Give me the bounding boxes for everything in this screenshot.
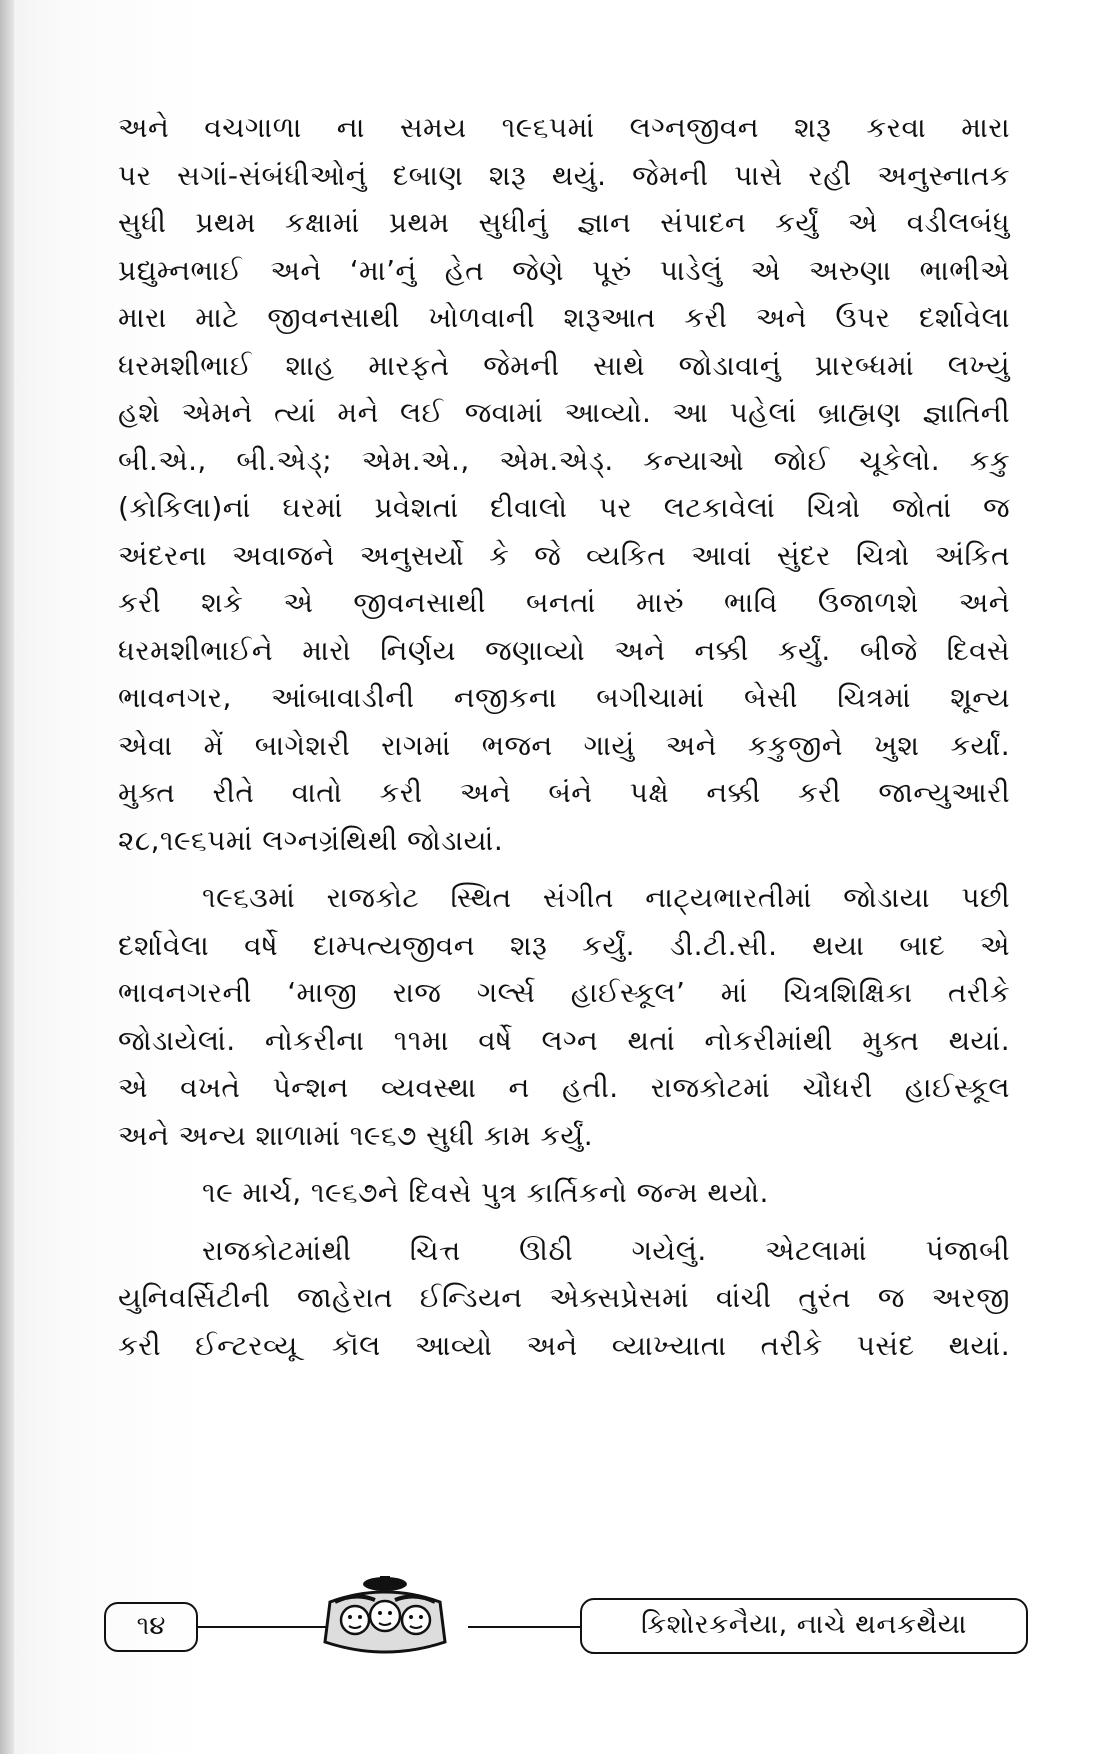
paragraph-2 [118,874,1010,1159]
text-line: (કોકિલા)નાં ઘરમાં પ્રવેશતાં દીવાલો પર લટકાવેલાં ચિત્રો જોતાં જ [118,491,1010,524]
page-number: ૧૪ [104,1602,198,1652]
text-line: મુક્ત રીતે વાતો કરી અને બંને પક્ષે નક્કી કરી જાન્યુઆરી [118,776,1010,809]
text-line: યુનિવર્સિટીની જાહેરાત ઈન્ડિયન એક્સપ્રેસમાં વાંચી તુરંત જ અરજી [118,1281,1010,1314]
page-footer [104,1594,1024,1654]
text-line: દર્શાવેલા વર્ષે દામ્પત્યજીવન શરૂ કર્યું. ડી.ટી.સી. થયા બાદ એ [118,928,1010,962]
text-line: ૧૯૬૩માં રાજકોટ સ્થિત સંગીત નાટ્યભારતીમાં જોડાયા પછી [202,881,1010,914]
text-line: એ વખતે પેન્શન વ્યવસ્થા ન હતી. રાજકોટમાં ચૌધરી હાઈસ્કૂલ [118,1071,1010,1104]
text-line: બી.એ., બી.એડ્; એમ.એ., એમ.એડ્. કન્યાઓ જોઈ ચૂકેલો. કકુ [118,443,1010,477]
paragraph-3 [118,1169,1010,1217]
text-line: રાજકોટમાંથી ચિત્ત ઊઠી ગયેલું. એટલામાં પંજાબી [202,1233,1010,1267]
paragraph-1 [118,104,1010,864]
text-line: મારા માટે જીવનસાથી ખોળવાની શરૂઆત કરી અને ઉપર દર્શાવેલા [118,301,1010,334]
text-line: કરી ઈન્ટરવ્યૂ કૉલ આવ્યો અને વ્યાખ્યાતા તરીકે પસંદ થયાં. [118,1328,1010,1362]
text-line: ૨૮,૧૯૬૫માં લગ્નગ્રંથિથી જોડાયાં. [118,823,504,857]
text-line: અંદરના અવાજને અનુસર્યો કે જે વ્યકિત આવાં સુંદર ચિત્રો અંકિત [118,538,1010,572]
text-line: પર સગાં-સંબંધીઓનું દબાણ શરૂ થયું. જેમની પાસે રહી અનુસ્નાતક [118,158,1010,192]
text-line: ૧૯ માર્ચ, ૧૯૬૭ને દિવસે પુત્ર કાર્તિકનો જન્મ થયો. [202,1176,769,1209]
decorative-faces-emblem-icon [300,1572,470,1662]
text-line: ભાવનગર, આંબાવાડીની નજીકના બગીચામાં બેસી ચિત્રમાં શૂન્ય [118,681,1010,714]
footer-rule-right [468,1626,582,1628]
book-title: કિશોરકનૈયા, નાચે થનકથૈયા [580,1598,1028,1654]
text-line: ધરમશીભાઈને મારો નિર્ણય જણાવ્યો અને નક્કી કર્યું. બીજે દિવસે [118,633,1010,667]
text-line: જોડાયેલાં. નોકરીના ૧૧મા વર્ષે લગ્ન થતાં નોકરીમાંથી મુક્ત થયાં. [118,1023,1010,1057]
text-line: ભાવનગરની ‘માજી રાજ ગર્લ્સ હાઈસ્કૂલ’ માં ચિત્રશિક્ષિકા તરીકે [118,976,1010,1009]
text-line: પ્રદ્યુમ્નભાઈ અને ‘મા’નું હેત જેણે પૂરું પાડેલું એ અરુણા ભાભીએ [118,253,1010,287]
text-line: અને વચગાળા ના સમય ૧૯૬૫માં લગ્નજીવન શરૂ કરવા મારા [118,111,1010,144]
text-line: ધરમશીભાઈ શાહ મારફતે જેમની સાથે જોડાવાનું પ્રારબ્ધમાં લખ્યું [118,348,1010,382]
text-line: હશે એમને ત્યાં મને લઈ જવામાં આવ્યો. આ પહેલાં બ્રાહ્મણ જ્ઞાતિની [118,396,1010,429]
body-text [118,104,1010,1379]
text-line: અને અન્ય શાળામાં ૧૯૬૭ સુધી કામ કર્યું. [118,1118,594,1152]
text-line: એવા મેં બાગેશરી રાગમાં ભજન ગાયું અને કકુજીને ખુશ કર્યાં. [118,728,1010,762]
page-edge-shadow [0,0,14,1754]
text-line: સુધી પ્રથમ કક્ષામાં પ્રથમ સુધીનું જ્ઞાન સંપાદન કર્યું એ વડીલબંધુ [118,206,1010,239]
paragraph-4 [118,1227,1010,1370]
text-line: કરી શકે એ જીવનસાથી બનતાં મારું ભાવિ ઉજાળશે અને [118,586,1010,619]
